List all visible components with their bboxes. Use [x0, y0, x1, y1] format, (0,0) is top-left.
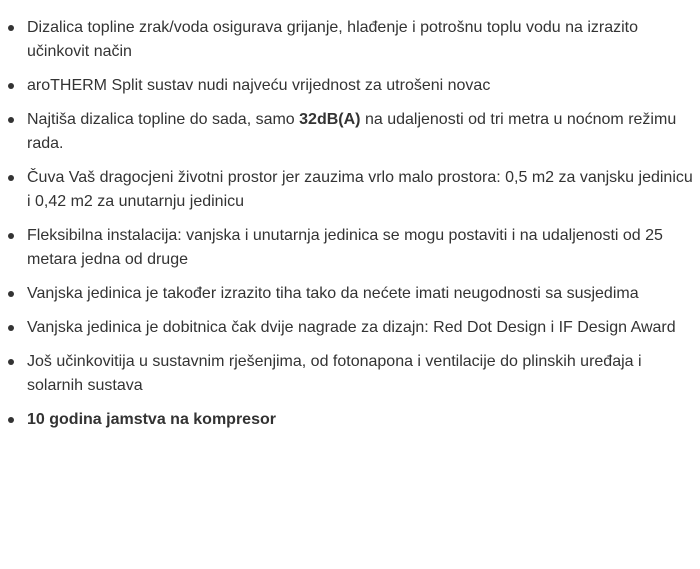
list-item [0, 408, 700, 432]
bullet-icon [8, 175, 14, 181]
list-item [0, 166, 700, 214]
list-item-text: Vanjska jedinica je također izrazito tiha tako da nećete imati neugodnosti sa susjedima [27, 285, 639, 302]
list-item [0, 282, 700, 306]
warranty-text: 10 godina jamstva na kompresor [27, 411, 276, 428]
list-item-text: Čuva Vaš dragocjeni životni prostor jer zauzima vrlo malo prostora: 0,5 m2 za vanjsku jedinicu i 0,42 m2 za unutarnju jedinicu [27, 169, 693, 210]
bullet-icon [8, 83, 14, 89]
list-item [0, 108, 700, 156]
bullet-icon [8, 25, 14, 31]
list-item [0, 350, 700, 398]
list-item-text: Vanjska jedinica je dobitnica čak dvije nagrade za dizajn: Red Dot Design i IF Design Award [27, 319, 676, 336]
list-item-text-after: na udaljenosti od tri metra u noćnom režimu rada. [27, 111, 677, 152]
bullet-icon [8, 359, 14, 365]
list-item-text: Dizalica topline zrak/voda osigurava grijanje, hlađenje i potrošnu toplu vodu na izrazito učinkovit način [27, 19, 639, 60]
list-item [0, 16, 700, 64]
bullet-icon [8, 325, 14, 331]
noise-level-value: 32dB(A) [299, 111, 361, 128]
bullet-icon [8, 117, 14, 123]
list-item-text: Još učinkovitija u sustavnim rješenjima, od fotonapona i ventilacije do plinskih uređaja i solarnih sustava [27, 353, 642, 394]
bullet-icon [8, 291, 14, 297]
list-item-text: Fleksibilna instalacija: vanjska i unutarnja jedinica se mogu postaviti i na udaljenosti od 25 metara jedna od druge [27, 227, 663, 268]
list-item-text: aroTHERM Split sustav nudi najveću vrijednost za utrošeni novac [27, 77, 491, 94]
list-item [0, 74, 700, 98]
bullet-icon [8, 417, 14, 423]
list-item [0, 224, 700, 272]
list-item-text-before: Najtiša dizalica topline do sada, samo [27, 111, 300, 128]
bullet-icon [8, 233, 14, 239]
list-item [0, 316, 700, 340]
